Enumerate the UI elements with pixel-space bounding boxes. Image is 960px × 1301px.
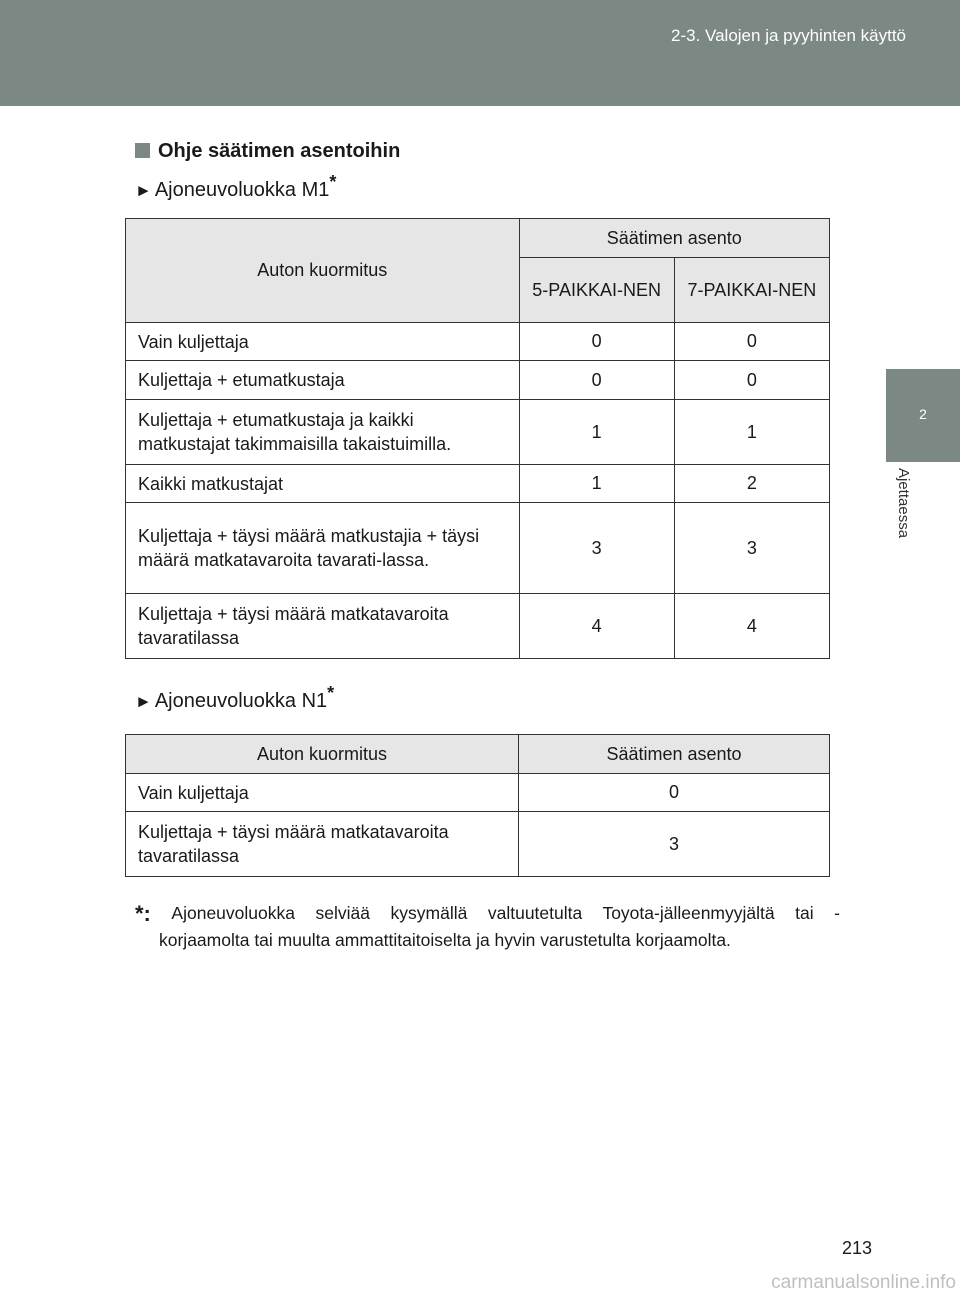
row-value: 0 [519,774,830,812]
n1-header-load: Auton kuormitus [126,735,519,774]
row-value-5: 1 [519,465,674,503]
watermark: carmanualsonline.info [771,1272,956,1293]
footnote-marker: *: [135,901,151,926]
table-row [126,465,830,503]
row-value-7: 4 [674,594,829,659]
section-title-text: Ohje säätimen asentoihin [158,140,401,162]
table-row [126,400,830,465]
n1-heading [135,683,334,713]
row-value-5: 1 [519,400,674,465]
m1-header-7-seat: 7-PAIKKAI-NEN [674,258,829,323]
row-load: Kuljettaja + täysi määrä matkustajia + täysi määrä matkatavaroita tavarati-lassa. [126,503,520,594]
m1-header-load: Auton kuormitus [126,219,520,323]
table-row [126,361,830,400]
row-load: Kaikki matkustajat [126,465,520,503]
triangle-bullet-icon: ► [135,181,152,200]
footnote-line-2: korjaamolta tai muulta ammattitaitoiselta ja hyvin varustetulta korjaamolta. [159,930,731,950]
footnote [135,900,840,953]
row-value-7: 1 [674,400,829,465]
table-row [126,812,830,877]
row-value: 3 [519,812,830,877]
square-bullet-icon [135,143,150,158]
row-load: Vain kuljettaja [126,774,519,812]
page-number: 213 [841,1238,872,1258]
m1-heading-text: Ajoneuvoluokka M1 [154,179,330,201]
footnote-line-1: Ajoneuvoluokka selviää kysymällä valtuutetulta Toyota-jälleenmyyjältä tai - [171,903,840,923]
row-value-5: 3 [519,503,674,594]
row-load: Kuljettaja + etumatkustaja ja kaikki matkustajat takimmaisilla takaistuimilla. [126,400,520,465]
section-title [135,140,400,163]
m1-header-5-seat: 5-PAIKKAI-NEN [519,258,674,323]
table-row [126,774,830,812]
row-value-7: 2 [674,465,829,503]
m1-header-position: Säätimen asento [519,219,829,258]
table-row [126,503,830,594]
chapter-tab-number: 2 [919,406,927,422]
asterisk-mark: * [327,683,335,703]
row-value-5: 0 [519,361,674,400]
row-load: Kuljettaja + täysi määrä matkatavaroita tavaratilassa [126,594,520,659]
n1-table [125,734,830,877]
row-load: Vain kuljettaja [126,323,520,361]
row-value-7: 0 [674,361,829,400]
row-value-7: 0 [674,323,829,361]
chapter-tab[interactable] [886,369,960,462]
chapter-tab-label: Ajettaessa [895,468,912,539]
n1-heading-text: Ajoneuvoluokka N1 [154,690,328,712]
table-row [126,323,830,361]
triangle-bullet-icon: ► [135,692,152,711]
n1-header-position: Säätimen asento [519,735,830,774]
chapter-title: 2-3. Valojen ja pyyhinten käyttö [671,26,906,45]
row-value-7: 3 [674,503,829,594]
header-band [0,0,960,106]
m1-table [125,218,830,659]
row-load: Kuljettaja + etumatkustaja [126,361,520,400]
row-value-5: 4 [519,594,674,659]
row-load: Kuljettaja + täysi määrä matkatavaroita tavaratilassa [126,812,519,877]
row-value-5: 0 [519,323,674,361]
asterisk-mark: * [329,172,337,192]
m1-heading [135,172,336,202]
table-row [126,594,830,659]
